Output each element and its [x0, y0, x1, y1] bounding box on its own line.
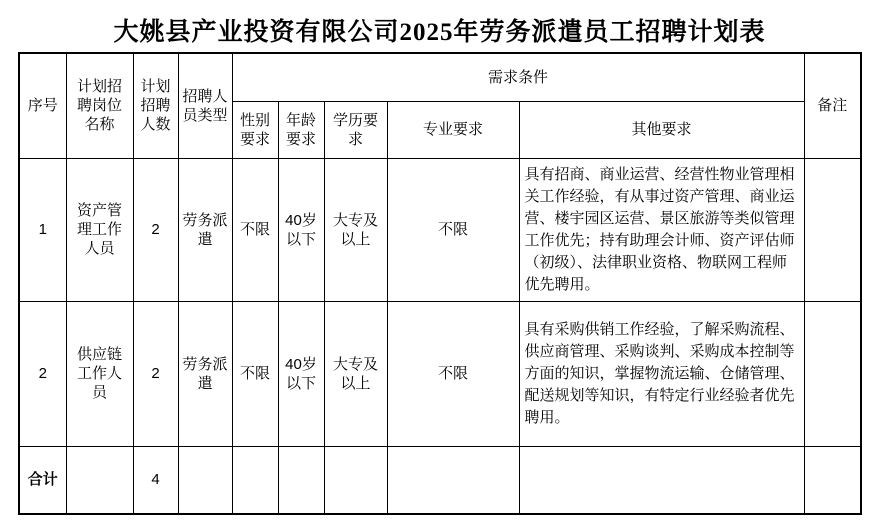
cell-major: 不限: [387, 158, 519, 301]
total-empty-remarks: [804, 446, 861, 514]
cell-serial: 2: [19, 301, 66, 446]
total-label: 合计: [19, 446, 66, 514]
cell-position-name: 供应链工作人员: [66, 301, 133, 446]
cell-education: 大专及以上: [324, 301, 387, 446]
cell-position-name: 资产管理工作人员: [66, 158, 133, 301]
total-empty-age: [278, 446, 324, 514]
cell-remarks: [804, 158, 861, 301]
total-empty-gender: [232, 446, 278, 514]
table-row-total: [19, 446, 861, 514]
cell-serial: 1: [19, 158, 66, 301]
col-header-planned-count: 计划招聘人数: [133, 53, 178, 158]
cell-other-requirements: 具有招商、商业运营、经营性物业管理相关工作经验，有从事过资产管理、商业运营、楼宇园区运营、景区旅游等类似管理工作优先；持有助理会计师、资产评估师（初级）、法律职业资格、物联网工程师优先聘用。: [519, 158, 804, 301]
col-header-education: 学历要求: [324, 101, 387, 158]
cell-major: 不限: [387, 301, 519, 446]
total-empty-position: [66, 446, 133, 514]
cell-personnel-type: 劳务派遣: [178, 301, 232, 446]
col-header-remarks: 备注: [804, 53, 861, 158]
cell-personnel-type: 劳务派遣: [178, 158, 232, 301]
cell-gender: 不限: [232, 301, 278, 446]
col-header-gender: 性别要求: [232, 101, 278, 158]
cell-planned-count: 2: [133, 301, 178, 446]
col-header-serial: 序号: [19, 53, 66, 158]
cell-age: 40岁以下: [278, 301, 324, 446]
col-header-requirements-group: 需求条件: [232, 53, 804, 101]
cell-education: 大专及以上: [324, 158, 387, 301]
table-row-supply-chain: [19, 301, 861, 446]
cell-age: 40岁以下: [278, 158, 324, 301]
col-header-age: 年龄要求: [278, 101, 324, 158]
col-header-personnel-type: 招聘人员类型: [178, 53, 232, 158]
recruitment-plan-table: [18, 52, 862, 515]
cell-planned-count: 2: [133, 158, 178, 301]
col-header-position-name: 计划招聘岗位名称: [66, 53, 133, 158]
total-empty-education: [324, 446, 387, 514]
total-empty-type: [178, 446, 232, 514]
col-header-major: 专业要求: [387, 101, 519, 158]
col-header-other: 其他要求: [519, 101, 804, 158]
cell-gender: 不限: [232, 158, 278, 301]
table-row-asset-management: [19, 158, 861, 301]
cell-remarks: [804, 301, 861, 446]
header-row-top: [19, 53, 861, 101]
total-count: 4: [133, 446, 178, 514]
total-empty-other: [519, 446, 804, 514]
cell-other-requirements: 具有采购供销工作经验，了解采购流程、供应商管理、采购谈判、采购成本控制等方面的知识，掌握物流运输、仓储管理、配送规划等知识，有特定行业经验者优先聘用。: [519, 301, 804, 446]
total-empty-major: [387, 446, 519, 514]
page-title: 大姚县产业投资有限公司2025年劳务派遣员工招聘计划表: [113, 19, 766, 46]
